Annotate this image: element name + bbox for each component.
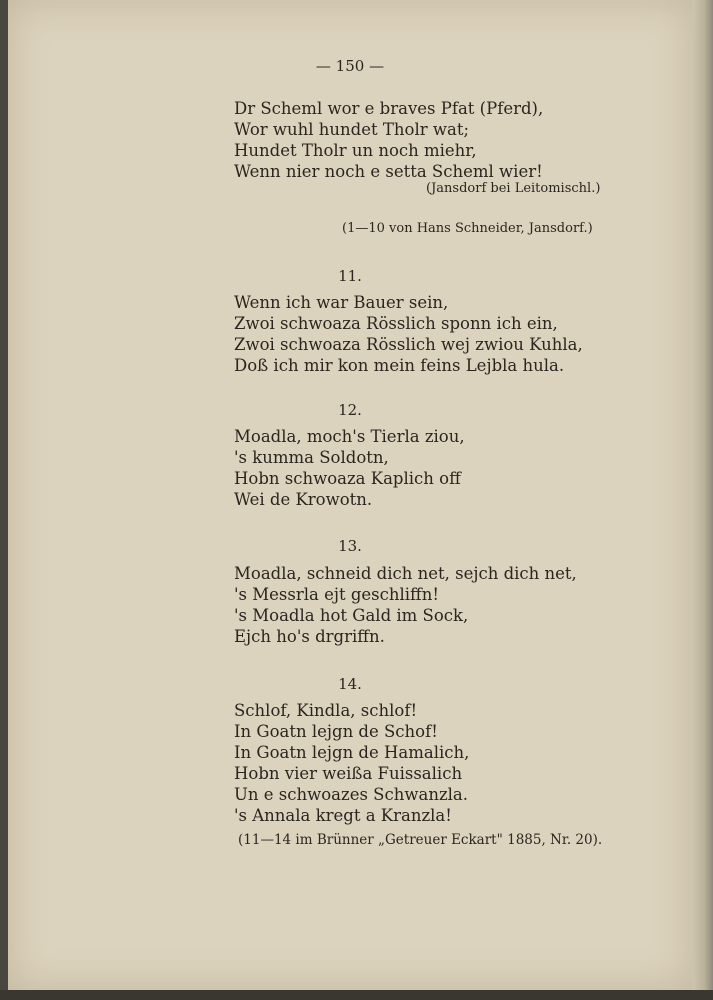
footer-citation: (11—14 im Brünner „Getreuer Eckart" 1885, Nr. 20).	[238, 832, 603, 848]
verse-line: 's Moadla hot Gald im Sock,	[234, 606, 469, 625]
stanza-top	[234, 98, 543, 182]
verse-line: Hobn vier weißa Fuissalich	[234, 764, 463, 783]
verse-line: Moadla, schneid dich net, sejch dich net,	[234, 564, 577, 583]
verse-line: Zwoi schwoaza Rösslich wej zwiou Kuhla,	[234, 335, 583, 354]
stanza-14	[234, 700, 469, 826]
verse-line: 's Messrla ejt geschliffn!	[234, 585, 440, 604]
verse-line: Moadla, moch's Tierla ziou,	[234, 427, 465, 446]
verse-line: Wor wuhl hundet Tholr wat;	[234, 120, 470, 139]
verse-line: 's Annala kregt a Kranzla!	[234, 806, 452, 825]
stanza-number: 13.	[338, 537, 362, 555]
verse-line: Hobn schwoaza Kaplich off	[234, 469, 461, 488]
verse-line: Zwoi schwoaza Rösslich sponn ich ein,	[234, 314, 558, 333]
verse-line: In Goatn lejgn de Hamalich,	[234, 743, 470, 762]
stanza-number: 14.	[338, 675, 362, 693]
verse-line: Dr Scheml wor e braves Pfat (Pferd),	[234, 99, 544, 118]
stanza-number: 11.	[338, 267, 362, 285]
stanza-11	[234, 292, 583, 376]
verse-line: Doß ich mir kon mein feins Lejbla hula.	[234, 356, 565, 375]
stanza-12	[234, 426, 465, 510]
page-number: — 150 —	[315, 57, 385, 75]
source-note: (Jansdorf bei Leitomischl.)	[426, 181, 601, 196]
book-page	[8, 0, 692, 990]
verse-line: Wenn ich war Bauer sein,	[234, 293, 449, 312]
bottom-edge	[0, 990, 713, 1000]
verse-line: Hundet Tholr un noch miehr,	[234, 141, 477, 160]
page-edge	[692, 0, 713, 1000]
verse-line: Un e schwoazes Schwanzla.	[234, 785, 468, 804]
verse-line: Wenn nier noch e setta Scheml wier!	[234, 162, 543, 181]
stanza-13	[234, 563, 577, 647]
verse-line: In Goatn lejgn de Schof!	[234, 722, 438, 741]
attribution-note: (1—10 von Hans Schneider, Jansdorf.)	[342, 221, 593, 236]
verse-line: Ejch ho's drgriffn.	[234, 627, 385, 646]
verse-line: Schlof, Kindla, schlof!	[234, 701, 418, 720]
stanza-number: 12.	[338, 401, 362, 419]
verse-line: 's kumma Soldotn,	[234, 448, 389, 467]
verse-line: Wei de Krowotn.	[234, 490, 373, 509]
